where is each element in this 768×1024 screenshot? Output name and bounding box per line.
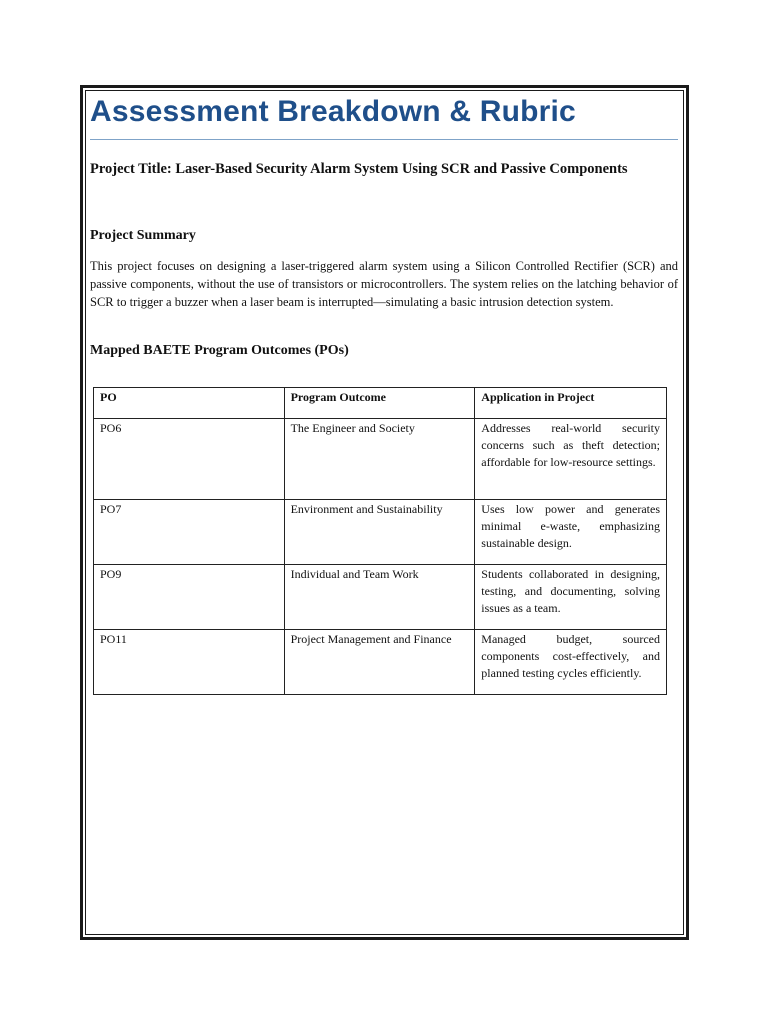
table-row <box>94 419 667 500</box>
table-row <box>94 565 667 630</box>
column-header-po: PO <box>94 388 285 419</box>
po-code-cell: PO6 <box>94 419 285 500</box>
application-cell: Addresses real-world security concerns such as theft detection; affordable for low-resource settings. <box>475 419 667 500</box>
summary-paragraph: This project focuses on designing a laser-triggered alarm system using a Silicon Controlled Rectifier (SCR) and passive components, without the use of transistors or microcontrollers. The system relies on the latching behavior of SCR to trigger a buzzer when a laser beam is interrupted—simulating a basic intrusion detection system. <box>90 259 678 309</box>
column-header-application: Application in Project <box>475 388 667 419</box>
po-table <box>93 387 667 695</box>
application-cell: Managed budget, sourced components cost-effectively, and planned testing cycles efficiently. <box>475 630 667 695</box>
title-underline <box>90 139 678 140</box>
program-outcome-cell: Environment and Sustainability <box>284 500 475 565</box>
po-section-heading: Mapped BAETE Program Outcomes (POs) <box>90 343 349 358</box>
program-outcome-cell: Project Management and Finance <box>284 630 475 695</box>
column-header-program-outcome: Program Outcome <box>284 388 475 419</box>
page-title: Assessment Breakdown & Rubric <box>90 95 576 128</box>
application-cell: Uses low power and generates minimal e-waste, emphasizing sustainable design. <box>475 500 667 565</box>
po-code-cell: PO7 <box>94 500 285 565</box>
summary-heading: Project Summary <box>90 228 196 243</box>
program-outcome-cell: Individual and Team Work <box>284 565 475 630</box>
program-outcome-cell: The Engineer and Society <box>284 419 475 500</box>
po-code-cell: PO11 <box>94 630 285 695</box>
table-header-row <box>94 388 667 419</box>
table-row <box>94 630 667 695</box>
po-code-cell: PO9 <box>94 565 285 630</box>
application-cell: Students collaborated in designing, testing, and documenting, solving issues as a team. <box>475 565 667 630</box>
project-title: Project Title: Laser-Based Security Alarm System Using SCR and Passive Components <box>90 161 628 177</box>
table-row <box>94 500 667 565</box>
